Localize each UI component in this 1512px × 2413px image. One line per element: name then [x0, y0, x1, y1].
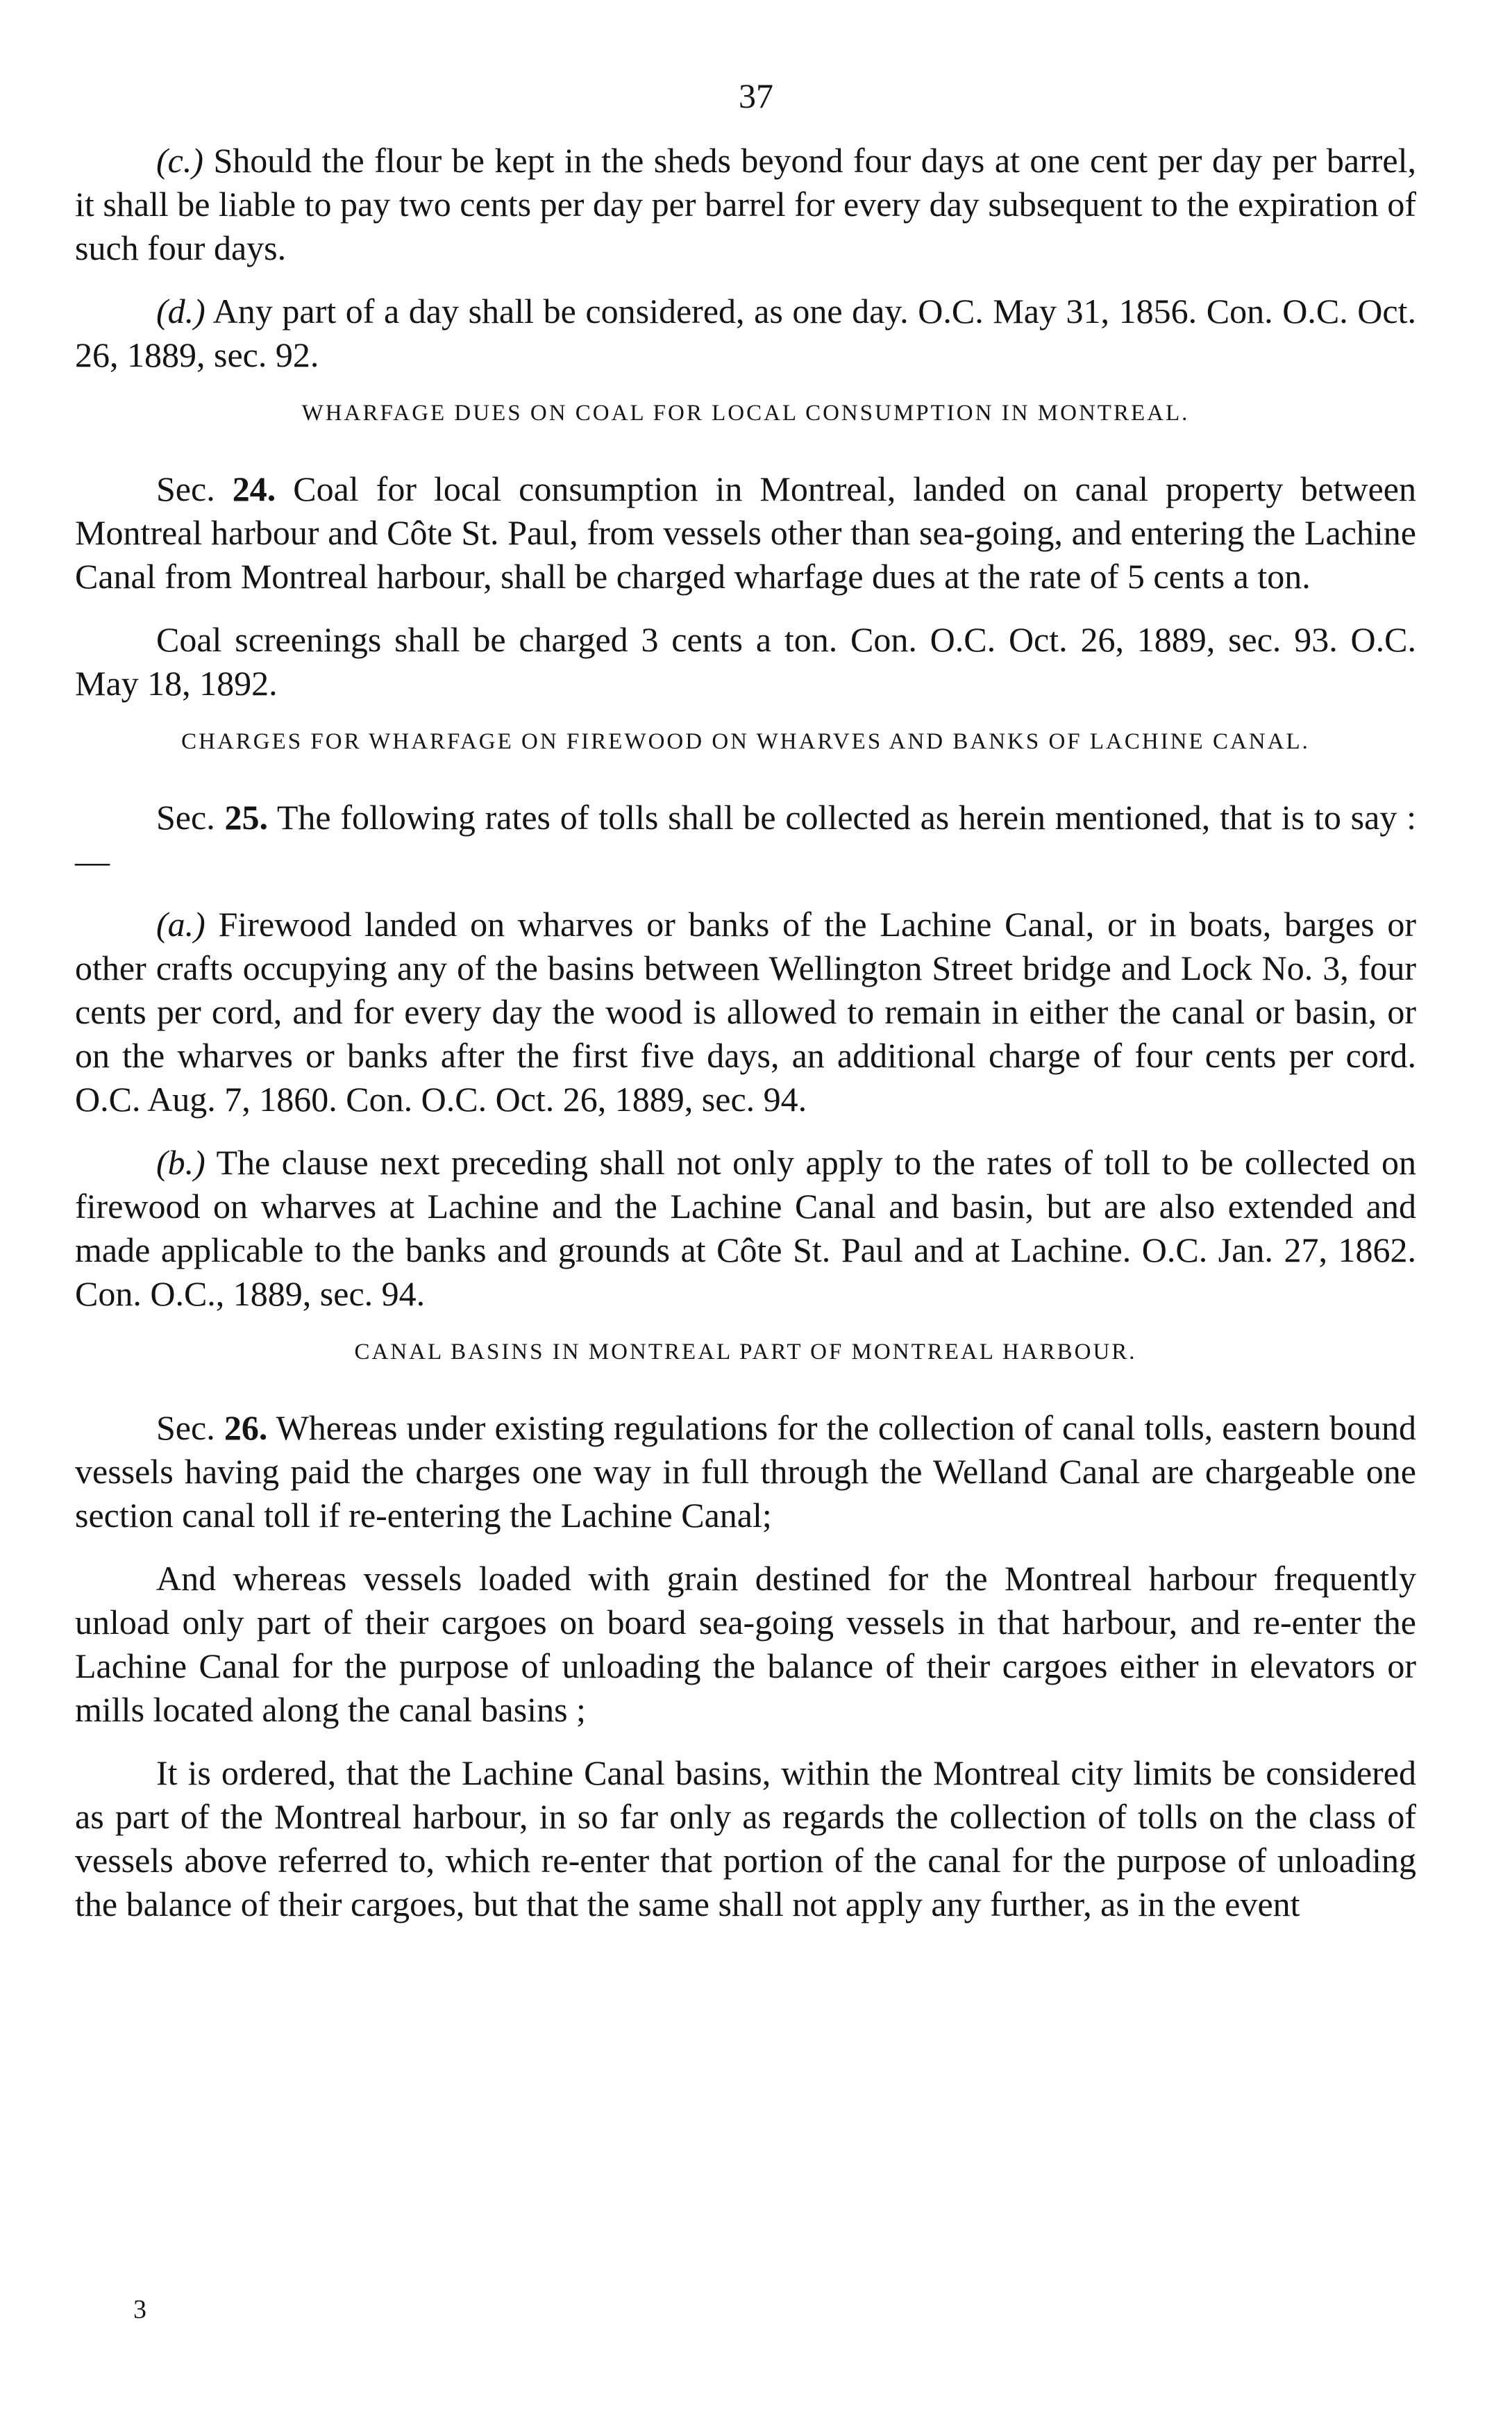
clause-label-b: (b.) [156, 1143, 205, 1182]
section-26-ordered-paragraph: It is ordered, that the Lachine Canal basins, within the Montreal city limits be considered as part of the Montreal harbour, in so far only as regards the collection of tolls on the class of vessels above referred to, which re-enter that portion of the canal for the purpose of unloading the balance of their cargoes, but that the same shall not apply any further, as in the event [75, 1753, 1416, 1923]
clause-label-a: (a.) [156, 905, 205, 944]
section-heading-firewood-wharfage: CHARGES FOR WHARFAGE ON FIREWOOD ON WHARVES AND BANKS OF LACHINE CANAL. [181, 729, 1310, 754]
clause-text-a: Firewood landed on wharves or banks of the Lachine Canal, or in boats, barges or other crafts occupying any of the basins between Wellington Street bridge and Lock No. 3, four cents per cord, and for every day the wood is allowed to remain in either the canal or basin, or on the wharves or banks after the first five days, an additional charge of four cents per cord. O.C. Aug. 7, 1860. Con. O.C. Oct. 26, 1889, sec. 94. [75, 905, 1416, 1119]
section-24-paragraph [75, 467, 1416, 599]
section-24-screenings-paragraph: Coal screenings shall be charged 3 cents a ton. Con. O.C. Oct. 26, 1889, sec. 93. O.C. May 18, 1892. [75, 620, 1416, 703]
clause-text-b: The clause next preceding shall not only apply to the rates of toll to be collected on firewood on wharves at Lachine and the Lachine Canal and basin, but are also extended and made applicable to the banks and grounds at Côte St. Paul and at Lachine. O.C. Jan. 27, 1862. Con. O.C., 1889, sec. 94. [75, 1143, 1416, 1313]
paragraph-b [75, 1141, 1416, 1316]
section-heading-coal-wharfage: WHARFAGE DUES ON COAL FOR LOCAL CONSUMPTION IN MONTREAL. [301, 401, 1190, 426]
section-25-prefix: Sec. [156, 798, 215, 837]
section-26-prefix: Sec. [156, 1408, 215, 1447]
section-26-text: Whereas under existing regulations for the collection of canal tolls, eastern bound vessels having paid the charges one way in full through the Welland Canal are chargeable one section canal toll if re-entering the Lachine Canal; [75, 1408, 1416, 1535]
section-26-number: 26. [224, 1408, 268, 1447]
section-26-whereas-paragraph: And whereas vessels loaded with grain destined for the Montreal harbour frequently unload only part of their cargoes on board sea-going vessels in that harbour, and re-enter the Lachine Canal for the purpose of unloading the balance of their cargoes either in elevators or mills located along the canal basins ; [75, 1559, 1416, 1729]
section-heading-canal-basins: CANAL BASINS IN MONTREAL PART OF MONTREAL HARBOUR. [354, 1339, 1137, 1364]
page-body [75, 139, 1416, 1946]
clause-text-c: Should the flour be kept in the sheds beyond four days at one cent per day per barrel, it shall be liable to pay two cents per day per barrel for every day subsequent to the expiration of such four days. [75, 141, 1416, 267]
section-25-paragraph [75, 796, 1416, 883]
clause-label-d: (d.) [156, 292, 205, 331]
section-25-text: The following rates of tolls shall be collected as herein mentioned, that is to say :— [75, 798, 1416, 880]
paragraph-c [75, 139, 1416, 270]
section-24-text: Coal for local consumption in Montreal, landed on canal property between Montreal harbour and Côte St. Paul, from vessels other than sea-going, and entering the Lachine Canal from Montreal harbour, shall be charged wharfage dues at the rate of 5 cents a ton. [75, 469, 1416, 596]
paragraph-d [75, 290, 1416, 377]
section-24-number: 24. [232, 469, 276, 508]
section-25-number: 25. [224, 798, 268, 837]
section-26-paragraph [75, 1406, 1416, 1537]
clause-text-d: Any part of a day shall be considered, as one day. O.C. May 31, 1856. Con. O.C. Oct. 26, 1889, sec. 92. [75, 292, 1416, 374]
signature-mark: 3 [133, 2295, 146, 2324]
page-number: 37 [739, 76, 773, 115]
paragraph-a [75, 903, 1416, 1121]
clause-label-c: (c.) [156, 141, 203, 180]
section-24-prefix: Sec. [156, 469, 215, 508]
